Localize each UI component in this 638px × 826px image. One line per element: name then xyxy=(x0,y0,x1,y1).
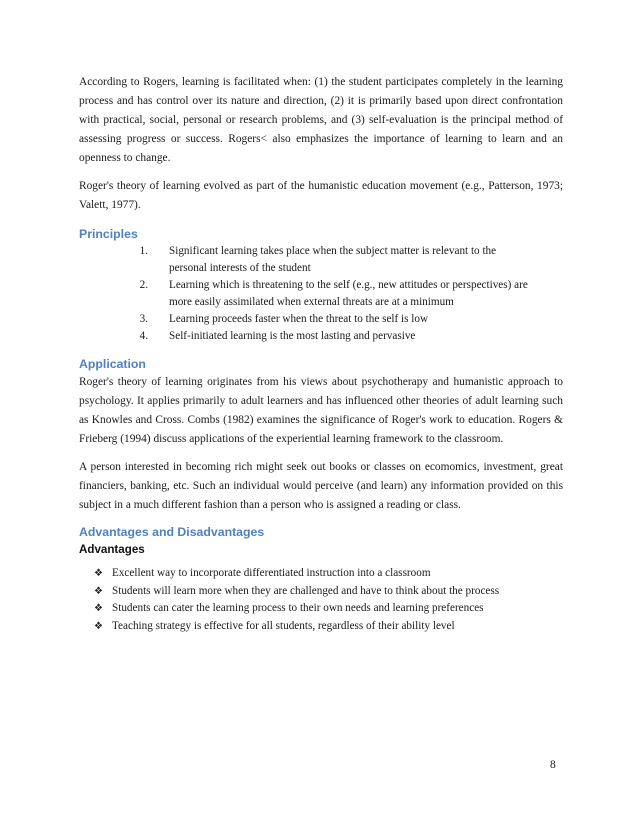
list-number: 3. xyxy=(139,313,148,325)
application-heading: Application xyxy=(79,357,146,371)
list-number: 4. xyxy=(139,330,148,342)
list-item xyxy=(94,618,563,636)
list-item xyxy=(79,243,563,277)
list-text: Self-initiated learning is the most lasting and pervasive xyxy=(169,330,416,342)
list-item xyxy=(94,600,563,618)
list-item xyxy=(94,583,563,601)
advantages-list xyxy=(79,565,563,635)
diamond-bullet-icon: ❖ xyxy=(94,620,103,632)
diamond-bullet-icon: ❖ xyxy=(94,603,103,615)
principles-heading: Principles xyxy=(79,227,138,241)
list-text: Learning which is threatening to the self (e.g., new attitudes or perspectives) are more easily assimilated when external threats are at a minimum xyxy=(169,279,528,308)
list-text: Students can cater the learning process to their own needs and learning preferences xyxy=(112,602,484,615)
list-number: 2. xyxy=(139,279,148,291)
diamond-bullet-icon: ❖ xyxy=(94,568,103,579)
list-number: 1. xyxy=(139,245,148,257)
application-paragraph: Roger's theory of learning originates from his views about psychotherapy and humanistic approach to psychology. It applies primarily to adult learners and has influenced other theories of adult learning such as Knowles and Cross. Combs (1982) examines the significance of Roger's work to education. Rogers & Frieberg (1994) discuss applications of the experiential learning framework to the classroom. xyxy=(79,376,563,445)
advantages-disadvantages-heading: Advantages and Disadvantages xyxy=(79,525,265,539)
list-item xyxy=(79,328,563,345)
example-paragraph: A person interested in becoming rich might seek out books or classes on ecomomics, investment, great financiers, banking, etc. Such an individual would perceive (and learn) any information provided on this subject in a much different fashion than a person who is assigned a reading or class. xyxy=(79,461,563,511)
intro-paragraph: According to Rogers, learning is facilitated when: (1) the student participates completely in the learning process and has control over its nature and direction, (2) it is primarily based upon direct confrontation with practical, social, personal or research problems, and (3) self-evaluation is the principal method of assessing progress or success. Rogers< also emphasizes the importance of learning to learn and an openness to change. xyxy=(79,76,563,164)
advantages-subheading: Advantages xyxy=(79,543,145,556)
diamond-bullet-icon: ❖ xyxy=(94,585,103,597)
list-item xyxy=(79,311,563,328)
page-number: 8 xyxy=(550,759,556,771)
list-item xyxy=(94,565,563,583)
list-text: Students will learn more when they are challenged and have to think about the process xyxy=(112,584,500,597)
page-content xyxy=(79,73,563,635)
list-text: Learning proceeds faster when the threat to the self is low xyxy=(169,313,429,325)
principles-list xyxy=(79,243,563,345)
list-item xyxy=(79,277,563,311)
list-text: Teaching strategy is effective for all students, regardless of their ability level xyxy=(112,619,455,632)
list-text: Excellent way to incorporate differentiated instruction into a classroom xyxy=(112,567,431,579)
history-paragraph: Roger's theory of learning evolved as part of the humanistic education movement (e.g., Patterson, 1973; Valett, 1977). xyxy=(79,180,563,211)
list-text: Significant learning takes place when the subject matter is relevant to the personal interests of the student xyxy=(169,245,497,274)
